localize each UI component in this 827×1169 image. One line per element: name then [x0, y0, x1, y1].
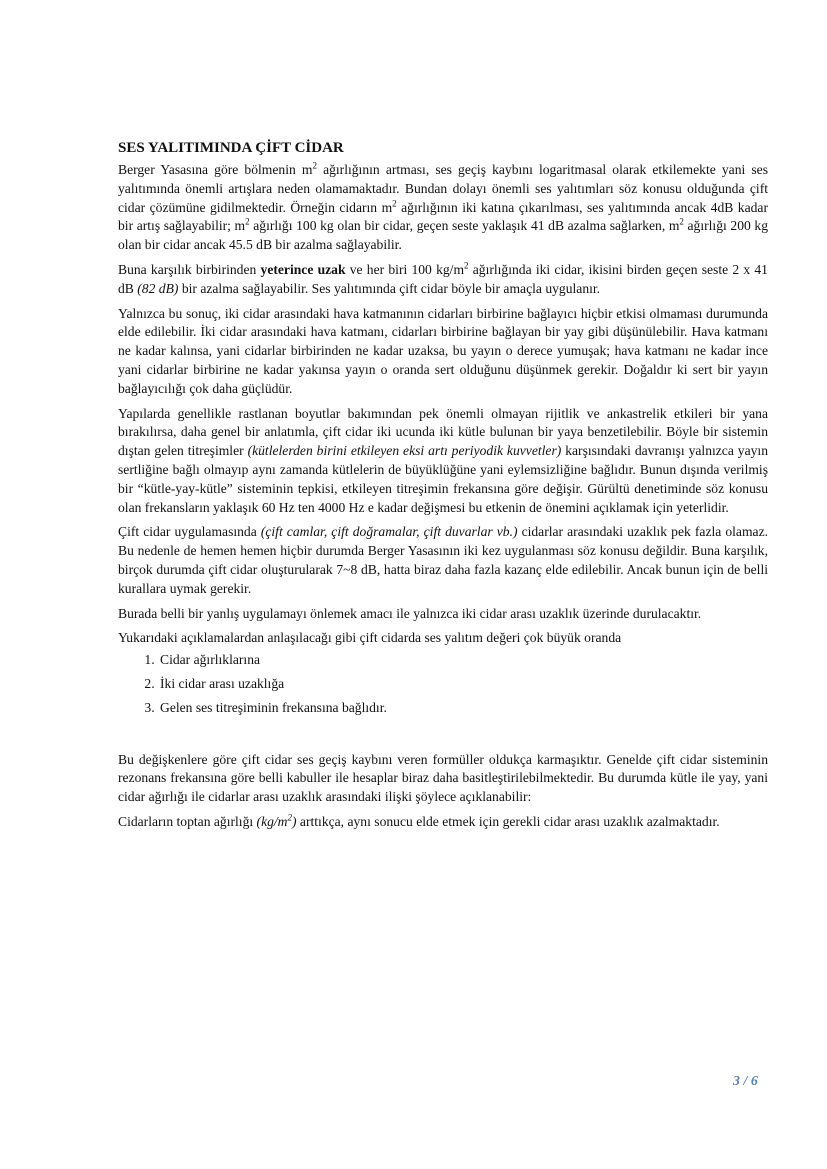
paragraph-4: Yapılarda genellikle rastlanan boyutlar bakımından pek önemli olmayan rijitlik ve ankastrelik etkileri bir yana bırakılırsa, daha genel bir anlatımla, çift cidar iki ucunda iki kütle bulunan bir yaya benzetilebilir. Böyle bir sistemin dıştan gelen titreşimler (kütlelerden birini etkileyen eksi artı periyodik kuvvetler) karşısındaki davranışı yalnızca yayın sertliğine bağlı olmayıp aynı zamanda kütlelerin de büyüklüğüne yani eylemsizliğine bağlıdır. Bunun dışında verilmiş bir “kütle-yay-kütle” sisteminin tepkisi, etkileyen titreşimin frekansına göre değişir. Gürültü denetiminde söz konusu olan frekansların yaklaşık 60 Hz ten 4000 Hz e kadar değişmesi bu etkenin de önemini açıklamak için yeterlidir. — [118, 405, 768, 515]
numbered-list — [118, 651, 768, 717]
paragraph-3: Yalnızca bu sonuç, iki cidar arasındaki hava katmanının cidarları birbirine bağlayıcı hiçbir etkisi olmaması durumunda elde edilebilir. İki cidar arasındaki hava katmanı, cidarları birbirine bağlayan bir yay gibi düşünülebilir. Hava katmanı ne kadar kalınsa, yani cidarlar birbirinden ne kadar uzaksa, bu yayın o derece yumuşak; hava katmanı ne kadar ince yani cidarlar birbirine ne kadar yakınsa yayın o oranda sert olduğunu düşünmek gerekir. Doğaldır ki sert bir yayın bağlayıcılığı çok daha güçlüdür. — [118, 305, 768, 396]
paragraph-5: Çift cidar uygulamasında (çift camlar, çift doğramalar, çift duvarlar vb.) cidarlar arasındaki uzaklık pek fazla olamaz. Bu nedenle de hemen hemen hiçbir durumda Berger Yasasının iki kez uygulanması söz konusu değildir. Buna karşılık, birçok durumda çift cidar oluşturularak 7~8 dB, hatta biraz daha fazla kazanç elde edilebilir. Ancak bunun için de belli kurallara uymak gerekir. — [118, 524, 769, 596]
paragraph-8: Bu değişkenlere göre çift cidar ses geçiş kaybını veren formüller oldukça karmaşıktır. Genelde çift cidar sisteminin rezonans frekansına göre belli kabuller ile hesaplar biraz daha basitleştirilebilmektedir. Bu durumda kütle ile yay, yani cidar ağırlığı ile cidarlar arası uzaklık arasındaki ilişki şöylece açıklanabilir: — [118, 751, 768, 805]
spacer — [118, 723, 768, 751]
page-number: 3 / 6 — [733, 1074, 758, 1089]
section-title: SES YALITIMINDA ÇİFT CİDAR — [118, 140, 344, 156]
paragraph-1: Berger Yasasına göre bölmenin $m^2$ ağırlığının artması, ses geçiş kaybını logaritmasal olarak etkilemekte yani ses yalıtımında önemli artışlara neden olamamaktadır. Bundan dolayı önemli ses yalıtımları söz konusu olduğunda çift cidar çözümüne gidilmektedir. Örneğin cidarın $m^2$ ağırlığının iki katına çıkarılması, ses yalıtımında ancak 4dB kadar bir artış sağlayabilir; $m^2$ ağırlığı 100 kg olan bir cidar, geçen seste yaklaşık 41 dB azalma sağlarken, $m^2$ ağırlığı 200 kg olan bir cidar ancak 45.5 dB bir azalma sağlayabilir. — [118, 160, 768, 253]
list-item: 1. Cidar ağırlıklarına — [158, 651, 768, 670]
paragraph-7: Yukarıdaki açıklamalardan anlaşılacağı gibi çift cidarda ses yalıtım değeri çok büyük oranda — [118, 630, 622, 646]
paragraph-2: Buna karşılık birbirinden yeterince uzak ve her biri 100 $kg/m^2$ ağırlığında iki cidar, ikisini birden geçen seste 2 x 41 dB (82 dB) bir azalma sağlayabilir. Ses yalıtımında çift cidar böyle bir amaçla uygulanır. — [118, 260, 768, 296]
paragraph-6: Burada belli bir yanlış uygulamayı önlemek amacı ile yalnızca iki cidar arası uzaklık üzerinde durulacaktır. — [118, 605, 702, 621]
list-item: 3. Gelen ses titreşiminin frekansına bağlıdır. — [158, 699, 768, 718]
paragraph-9: Cidarların toptan ağırlığı $(kg/m^2)$ arttıkça, aynı sonucu elde etmek için gerekli cidar arası uzaklık azalmaktadır. — [118, 812, 720, 829]
document-body — [118, 138, 768, 838]
list-item: 2. İki cidar arası uzaklığa — [158, 675, 768, 694]
